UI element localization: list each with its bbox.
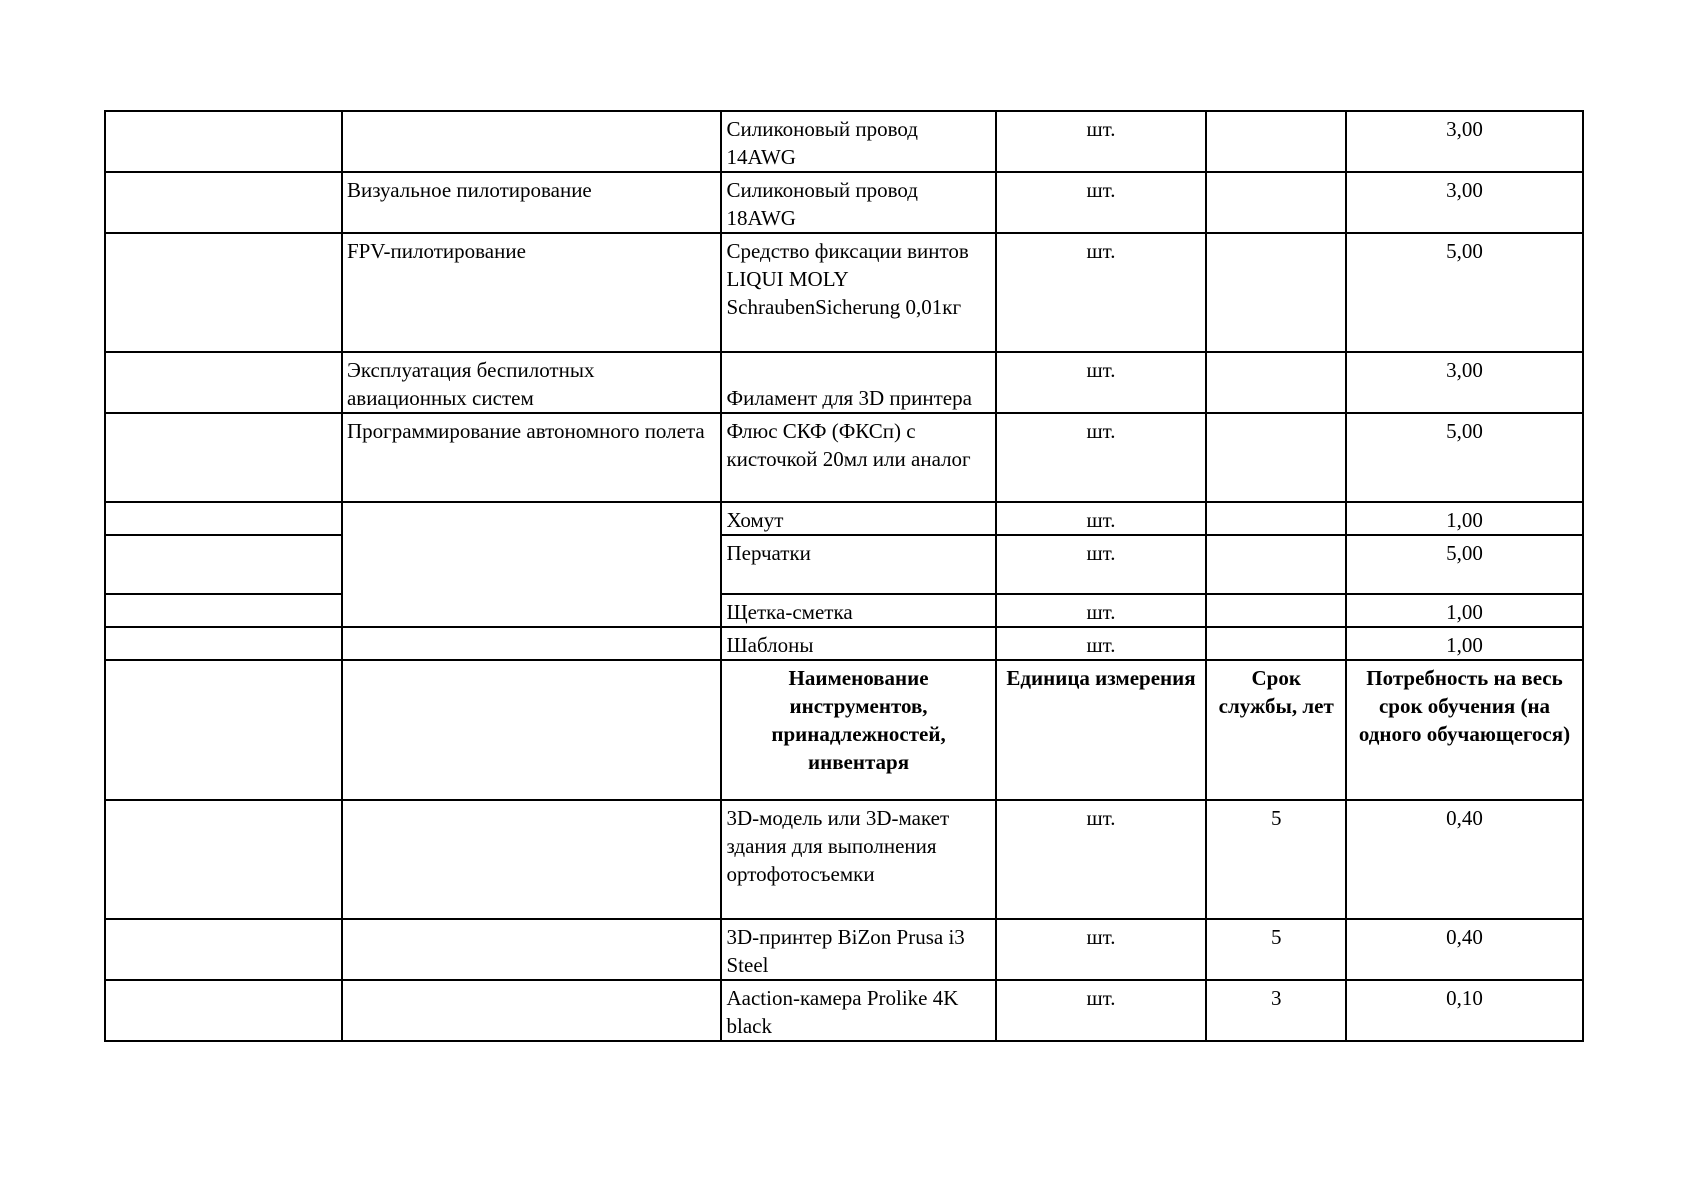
header-item-name: Наименование инструментов, принадлежностей, инвентаря: [721, 660, 995, 800]
unit-cell: шт.: [996, 919, 1207, 980]
blank-cell: [342, 980, 722, 1041]
quantity-cell: 5,00: [1346, 413, 1583, 502]
table-row: [105, 352, 1583, 413]
service-life-cell: 3: [1206, 980, 1346, 1041]
quantity-cell: 0,10: [1346, 980, 1583, 1041]
quantity-cell: 5,00: [1346, 535, 1583, 594]
unit-cell: шт.: [996, 233, 1207, 352]
unit-cell: шт.: [996, 535, 1207, 594]
unit-cell: шт.: [996, 800, 1207, 919]
item-name-cell: Aaction-камера Prolike 4K black: [721, 980, 995, 1041]
table-row: [105, 172, 1583, 233]
service-life-cell: [1206, 352, 1346, 413]
service-life-cell: [1206, 413, 1346, 502]
quantity-cell: 3,00: [1346, 111, 1583, 172]
blank-cell: [105, 352, 342, 413]
service-life-cell: [1206, 535, 1346, 594]
service-life-cell: 5: [1206, 800, 1346, 919]
table-row: [105, 980, 1583, 1041]
service-life-cell: [1206, 172, 1346, 233]
header-unit: Единица измерения: [996, 660, 1207, 800]
quantity-cell: 1,00: [1346, 627, 1583, 660]
unit-cell: шт.: [996, 111, 1207, 172]
blank-cell: [105, 535, 342, 594]
unit-cell: шт.: [996, 352, 1207, 413]
item-name-cell: Филамент для 3D принтера: [721, 352, 995, 413]
item-name-cell: 3D-принтер BiZon Prusa i3 Steel: [721, 919, 995, 980]
quantity-cell: 1,00: [1346, 594, 1583, 627]
unit-cell: шт.: [996, 627, 1207, 660]
item-name-cell: Хомут: [721, 502, 995, 535]
item-name-cell: Флюс СКФ (ФКСп) с кисточкой 20мл или аналог: [721, 413, 995, 502]
quantity-cell: 0,40: [1346, 919, 1583, 980]
quantity-cell: 1,00: [1346, 502, 1583, 535]
quantity-cell: 0,40: [1346, 800, 1583, 919]
activity-cell: [342, 502, 722, 627]
header-service-life: Срок службы, лет: [1206, 660, 1346, 800]
table-row: [105, 800, 1583, 919]
table-row: [105, 594, 1583, 627]
item-name-cell: Щетка-сметка: [721, 594, 995, 627]
table-row: [105, 627, 1583, 660]
blank-cell: [105, 413, 342, 502]
header-quantity: Потребность на весь срок обучения (на одного обучающегося): [1346, 660, 1583, 800]
blank-cell: [105, 172, 342, 233]
table-row: [105, 111, 1583, 172]
blank-cell: [105, 502, 342, 535]
unit-cell: шт.: [996, 172, 1207, 233]
service-life-cell: [1206, 594, 1346, 627]
blank-cell: [105, 627, 342, 660]
table-header-row: [105, 660, 1583, 800]
activity-cell: Визуальное пилотирование: [342, 172, 722, 233]
quantity-cell: 5,00: [1346, 233, 1583, 352]
table-row: [105, 919, 1583, 980]
blank-cell: [105, 660, 342, 800]
quantity-cell: 3,00: [1346, 172, 1583, 233]
service-life-cell: [1206, 627, 1346, 660]
blank-cell: [105, 233, 342, 352]
unit-cell: шт.: [996, 413, 1207, 502]
activity-cell: Эксплуатация беспилотных авиационных систем: [342, 352, 722, 413]
unit-cell: шт.: [996, 980, 1207, 1041]
blank-cell: [105, 594, 342, 627]
blank-cell: [105, 111, 342, 172]
item-name-cell: Силиконовый провод 14AWG: [721, 111, 995, 172]
equipment-table: [104, 110, 1584, 1042]
blank-cell: [105, 919, 342, 980]
blank-cell: [342, 919, 722, 980]
activity-cell: [342, 111, 722, 172]
table-row: [105, 535, 1583, 594]
blank-cell: [342, 800, 722, 919]
quantity-cell: 3,00: [1346, 352, 1583, 413]
item-name-cell: Средство фиксации винтов LIQUI MOLY SchraubenSicherung 0,01кг: [721, 233, 995, 352]
item-name-cell: 3D-модель или 3D-макет здания для выполнения ортофотосъемки: [721, 800, 995, 919]
blank-cell: [105, 800, 342, 919]
table-row: [105, 502, 1583, 535]
activity-cell: [342, 627, 722, 660]
activity-cell: Программирование автономного полета: [342, 413, 722, 502]
item-name-cell: Перчатки: [721, 535, 995, 594]
blank-cell: [105, 980, 342, 1041]
activity-cell: FPV-пилотирование: [342, 233, 722, 352]
item-name-cell: Шаблоны: [721, 627, 995, 660]
service-life-cell: [1206, 233, 1346, 352]
table-row: [105, 233, 1583, 352]
item-name-cell: Силиконовый провод 18AWG: [721, 172, 995, 233]
unit-cell: шт.: [996, 594, 1207, 627]
table-row: [105, 413, 1583, 502]
service-life-cell: [1206, 502, 1346, 535]
service-life-cell: [1206, 111, 1346, 172]
blank-cell: [342, 660, 722, 800]
service-life-cell: 5: [1206, 919, 1346, 980]
unit-cell: шт.: [996, 502, 1207, 535]
